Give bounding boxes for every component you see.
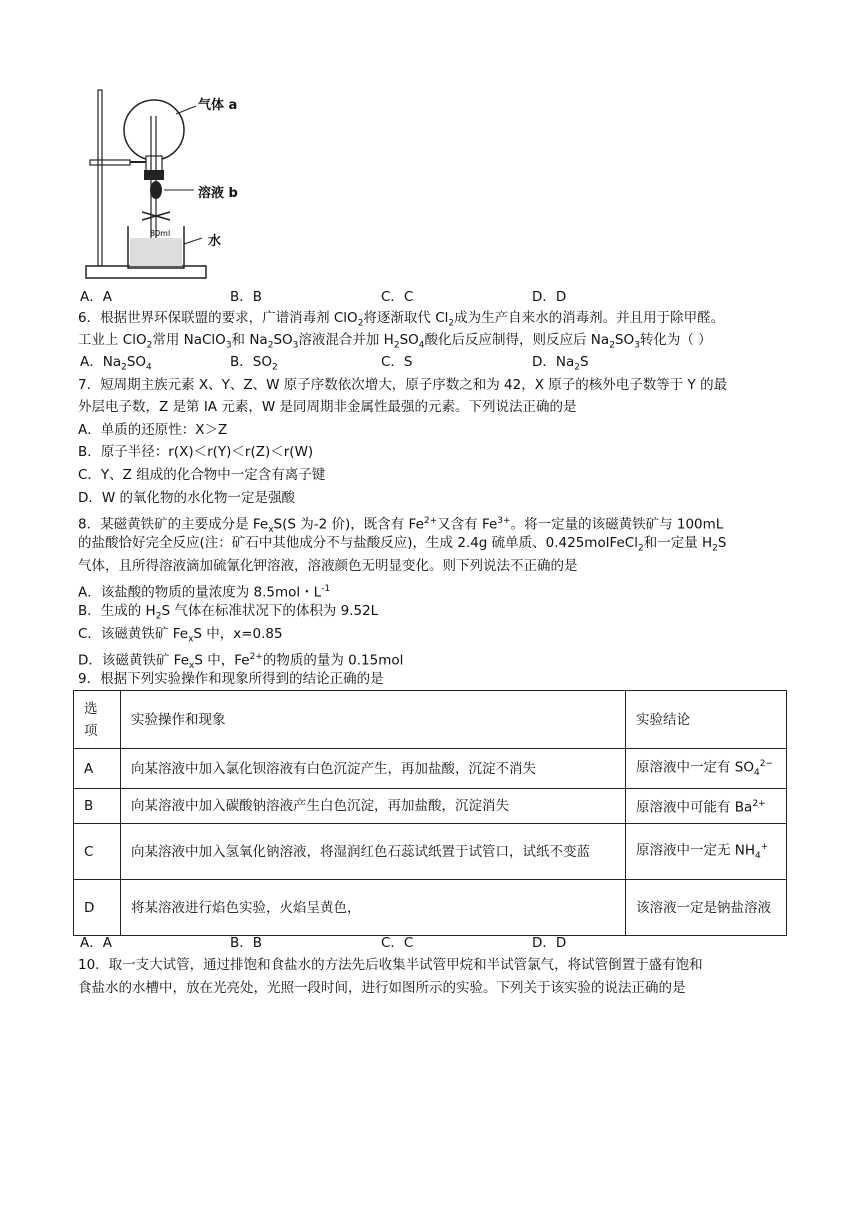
q7-option-b[interactable]: B．原子半径：r(X)＜r(Y)＜r(Z)＜r(W) [78,444,314,460]
q8-option-d[interactable]: D．该磁黄铁矿 $Fe_xS$ 中，$Fe^{2+}$的物质的量为 0.15mol [78,652,404,672]
q8-option-b[interactable]: B．生成的 $H_2S$ 气体在标准状况下的体积为 9.52L [78,603,379,622]
q5-option-d[interactable]: D．D [532,289,567,305]
q9-row-d-option: D [74,880,121,936]
q9-row-b-operation: 向某溶液中加入碳酸钠溶液产生白色沉淀，再加盐酸，沉淀消失 [121,789,626,824]
q5-option-a[interactable]: A．A [80,289,112,305]
q8-stem-line2: 的盐酸恰好完全反应(注：矿石中其他成分不与盐酸反应)，生成 2.4g 硫单质、0.425molFeCl$_2$和一定量 $H_2S$ [78,535,727,554]
q7-stem-line1: 7．短周期主族元素 X、Y、Z、W 原子序数依次增大，原子序数之和为 42，X 原子的核外电子数等于 Y 的最 [78,377,728,393]
table-row [74,824,787,880]
q9-row-a-conclusion: 原溶液中一定有 $SO_4^{2-}$ [626,749,787,789]
q9-row-a-operation: 向某溶液中加入氯化钡溶液有白色沉淀产生，再加盐酸，沉淀不消失 [121,749,626,789]
q9-row-b-conclusion: 原溶液中可能有 $Ba^{2+}$ [626,789,787,824]
q6-option-b[interactable]: B．$SO_2$ [230,354,278,373]
q6-option-c[interactable]: C．S [381,354,413,370]
q7-option-c[interactable]: C．Y、Z 组成的化合物中一定含有离子键 [78,467,326,483]
table-row [74,789,787,824]
q8-option-c[interactable]: C．该磁黄铁矿 $Fe_xS$ 中，x=0.85 [78,626,283,645]
q9-row-d-operation: 将某溶液进行焰色实验，火焰呈黄色， [121,880,626,936]
q9-option-b[interactable]: B．B [230,935,263,951]
q9-header-conclusion: 实验结论 [626,691,787,749]
q9-header-operation: 实验操作和现象 [121,691,626,749]
q8-option-a[interactable]: A．该盐酸的物质的量浓度为 8.5mol・$L^{-1}$ [78,584,331,601]
svg-text:80ml: 80ml [150,229,171,238]
q5-option-c[interactable]: C．C [381,289,414,305]
table-row [74,749,787,789]
q6-option-d[interactable]: D．$Na_2S$ [532,354,589,373]
q9-option-d[interactable]: D．D [532,935,567,951]
q9-row-c-conclusion: 原溶液中一定无 $NH_4^+$ [626,824,787,880]
q6-stem-line1: 6．根据世界环保联盟的要求，广谱消毒剂 ClO$_2$将逐渐取代 $Cl_2$成为生产自来水的消毒剂。并且用于除甲醛。 [78,310,725,329]
q9-stem: 9．根据下列实验操作和现象所得到的结论正确的是 [78,671,384,687]
q9-table [73,690,787,936]
q10-stem-line1: 10．取一支大试管，通过排饱和食盐水的方法先后收集半试管甲烷和半试管氯气，将试管倒置于盛有饱和 [78,957,703,973]
q9-option-c[interactable]: C．C [381,935,414,951]
q9-header-row [74,691,787,749]
q9-row-c-operation: 向某溶液中加入氢氧化钠溶液，将湿润红色石蕊试纸置于试管口，试纸不变蓝 [121,824,626,880]
label-solution-b: 溶液 b [198,186,238,201]
q6-option-a[interactable]: A．$Na_2SO_4$ [80,354,152,373]
q9-header-option: 选项 [74,691,121,749]
q10-stem-line2: 食盐水的水槽中，放在光亮处，光照一段时间，进行如图所示的实验。下列关于该实验的说法正确的是 [78,980,686,996]
q7-option-d[interactable]: D．W 的氧化物的水化物一定是强酸 [78,490,296,506]
q8-stem-line1: 8．某磁黄铁矿的主要成分是 $Fe_xS(S$ 为-2 价)，既含有 $Fe^{2+}$又含有 $Fe^{3+}$。将一定量的该磁黄铁矿与 100mL [78,516,724,536]
q7-stem-line2: 外层电子数，Z 是第 IA 元素，W 是同周期非金属性最强的元素。下列说法正确的是 [78,399,577,415]
q8-stem-line3: 气体，且所得溶液滴加硫氰化钾溶液，溶液颜色无明显变化。则下列说法不正确的是 [78,558,578,574]
q9-row-d-conclusion: 该溶液一定是钠盐溶液 [626,880,787,936]
q9-row-a-option: A [74,749,121,789]
q9-row-b-option: B [74,789,121,824]
q9-option-a[interactable]: A．A [80,935,112,951]
q6-stem-line2: 工业上 ClO$_2$常用 NaClO$_3$和 $Na_2SO_3$溶液混合并加 $H_2SO_4$酸化后反应制得，则反应后 $Na_2SO_3$转化为（ ） [78,332,712,351]
label-water: 水 [208,234,222,249]
q5-option-b[interactable]: B．B [230,289,263,305]
label-gas-a: 气体 a [198,98,238,113]
apparatus-figure [84,86,254,282]
table-row [74,880,787,936]
q7-option-a[interactable]: A．单质的还原性：X＞Z [78,422,228,438]
q9-row-c-option: C [74,824,121,880]
